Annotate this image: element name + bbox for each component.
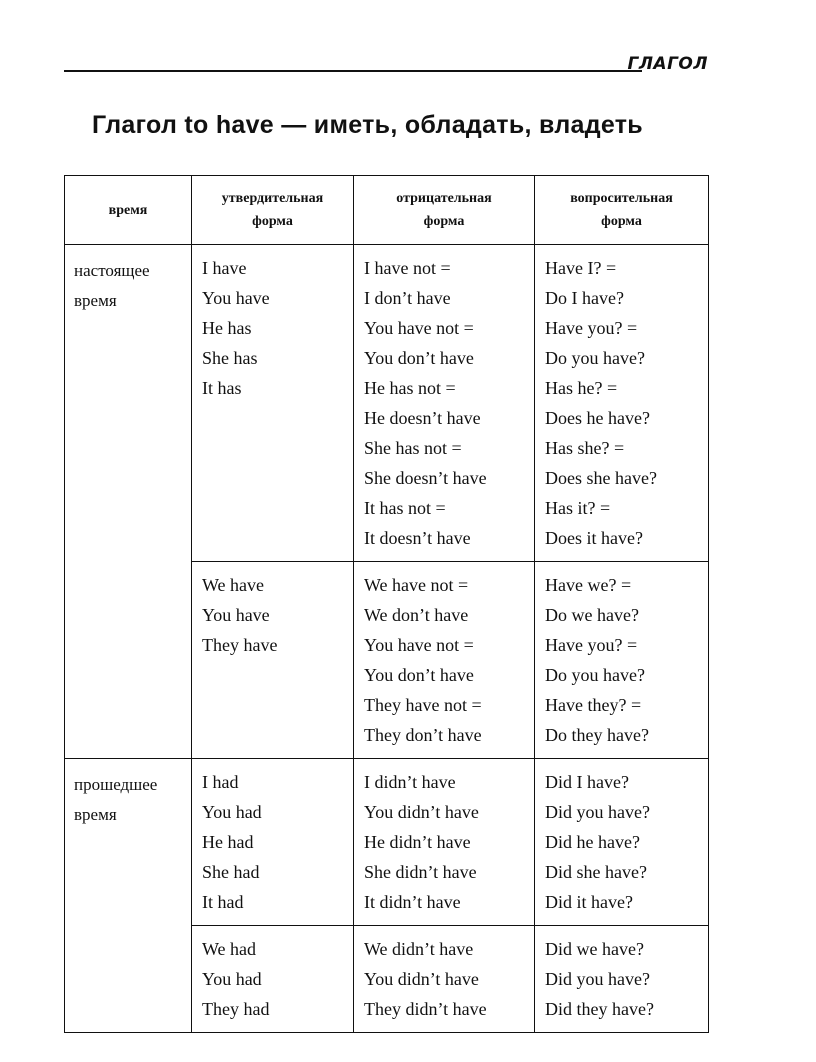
table-body [65, 245, 709, 1033]
affirmative-cell [192, 245, 354, 562]
form-line: Do you have? [545, 665, 645, 685]
form-line: I have [202, 258, 247, 278]
form-line: It has [202, 378, 242, 398]
negative-cell [354, 926, 535, 1033]
form-line: Did they have? [545, 999, 654, 1019]
form-line: Did you have? [545, 802, 650, 822]
form-line: They didn’t have [364, 999, 487, 1019]
table-header-row [65, 176, 709, 245]
column-header-question: вопросительная форма [535, 176, 709, 245]
form-line: He had [202, 832, 254, 852]
page-title: Глагол to have — иметь, обладать, владеть [92, 111, 643, 139]
column-header-tense: время [65, 176, 192, 245]
question-cell [535, 245, 709, 562]
form-line: She doesn’t have [364, 468, 487, 488]
form-line: She has not = [364, 438, 462, 458]
form-line: Do we have? [545, 605, 639, 625]
question-cell [535, 759, 709, 926]
form-line: Did he have? [545, 832, 640, 852]
form-line: She didn’t have [364, 862, 477, 882]
form-line: It doesn’t have [364, 528, 471, 548]
form-line: Have they? = [545, 695, 642, 715]
form-line: It has not = [364, 498, 446, 518]
form-line: He has not = [364, 378, 456, 398]
form-line: I didn’t have [364, 772, 456, 792]
table-row [65, 245, 709, 562]
negative-cell [354, 562, 535, 759]
tense-cell [65, 245, 192, 759]
tense-label: время [74, 805, 117, 824]
form-line: Has she? = [545, 438, 625, 458]
tense-label: прошедшее [74, 775, 158, 794]
form-line: Have we? = [545, 575, 632, 595]
affirmative-cell [192, 759, 354, 926]
affirmative-cell [192, 926, 354, 1033]
form-line: Has he? = [545, 378, 618, 398]
form-line: It had [202, 892, 244, 912]
form-line: They had [202, 999, 270, 1019]
form-line: She had [202, 862, 260, 882]
negative-cell [354, 245, 535, 562]
form-line: Do they have? [545, 725, 649, 745]
form-line: Did I have? [545, 772, 629, 792]
form-line: You had [202, 969, 262, 989]
form-line: Has it? = [545, 498, 611, 518]
tense-label: время [74, 291, 117, 310]
form-line: You have not = [364, 318, 474, 338]
form-line: He has [202, 318, 252, 338]
form-line: Did we have? [545, 939, 644, 959]
table-row [65, 759, 709, 926]
form-line: It didn’t have [364, 892, 461, 912]
form-line: Does he have? [545, 408, 650, 428]
form-line: Did you have? [545, 969, 650, 989]
form-line: You didn’t have [364, 969, 479, 989]
form-line: You didn’t have [364, 802, 479, 822]
header-rule [64, 70, 642, 72]
form-line: You don’t have [364, 348, 474, 368]
column-header-affirmative: утвердительная форма [192, 176, 354, 245]
tense-cell [65, 759, 192, 1033]
form-line: You have not = [364, 635, 474, 655]
form-line: She has [202, 348, 258, 368]
form-line: Have you? = [545, 318, 638, 338]
form-line: I don’t have [364, 288, 451, 308]
tense-label: настоящее [74, 261, 150, 280]
form-line: We don’t have [364, 605, 469, 625]
form-line: They have not = [364, 695, 482, 715]
form-line: Does it have? [545, 528, 643, 548]
column-header-negative: отрицательная форма [354, 176, 535, 245]
form-line: You don’t have [364, 665, 474, 685]
form-line: They don’t have [364, 725, 482, 745]
form-line: Have I? = [545, 258, 617, 278]
form-line: You had [202, 802, 262, 822]
form-line: We didn’t have [364, 939, 474, 959]
chapter-label: ГЛАГОЛ [627, 54, 708, 74]
affirmative-cell [192, 562, 354, 759]
form-line: They have [202, 635, 278, 655]
page-header [64, 44, 708, 72]
form-line: I have not = [364, 258, 451, 278]
form-line: Did she have? [545, 862, 647, 882]
form-line: We had [202, 939, 257, 959]
form-line: We have not = [364, 575, 469, 595]
form-line: I had [202, 772, 239, 792]
form-line: We have [202, 575, 265, 595]
form-line: He didn’t have [364, 832, 471, 852]
form-line: He doesn’t have [364, 408, 481, 428]
form-line: You have [202, 288, 270, 308]
form-line: Do I have? [545, 288, 624, 308]
question-cell [535, 562, 709, 759]
question-cell [535, 926, 709, 1033]
negative-cell [354, 759, 535, 926]
form-line: Did it have? [545, 892, 633, 912]
form-line: Does she have? [545, 468, 657, 488]
form-line: You have [202, 605, 270, 625]
verb-conjugation-table [64, 175, 709, 1033]
form-line: Have you? = [545, 635, 638, 655]
form-line: Do you have? [545, 348, 645, 368]
